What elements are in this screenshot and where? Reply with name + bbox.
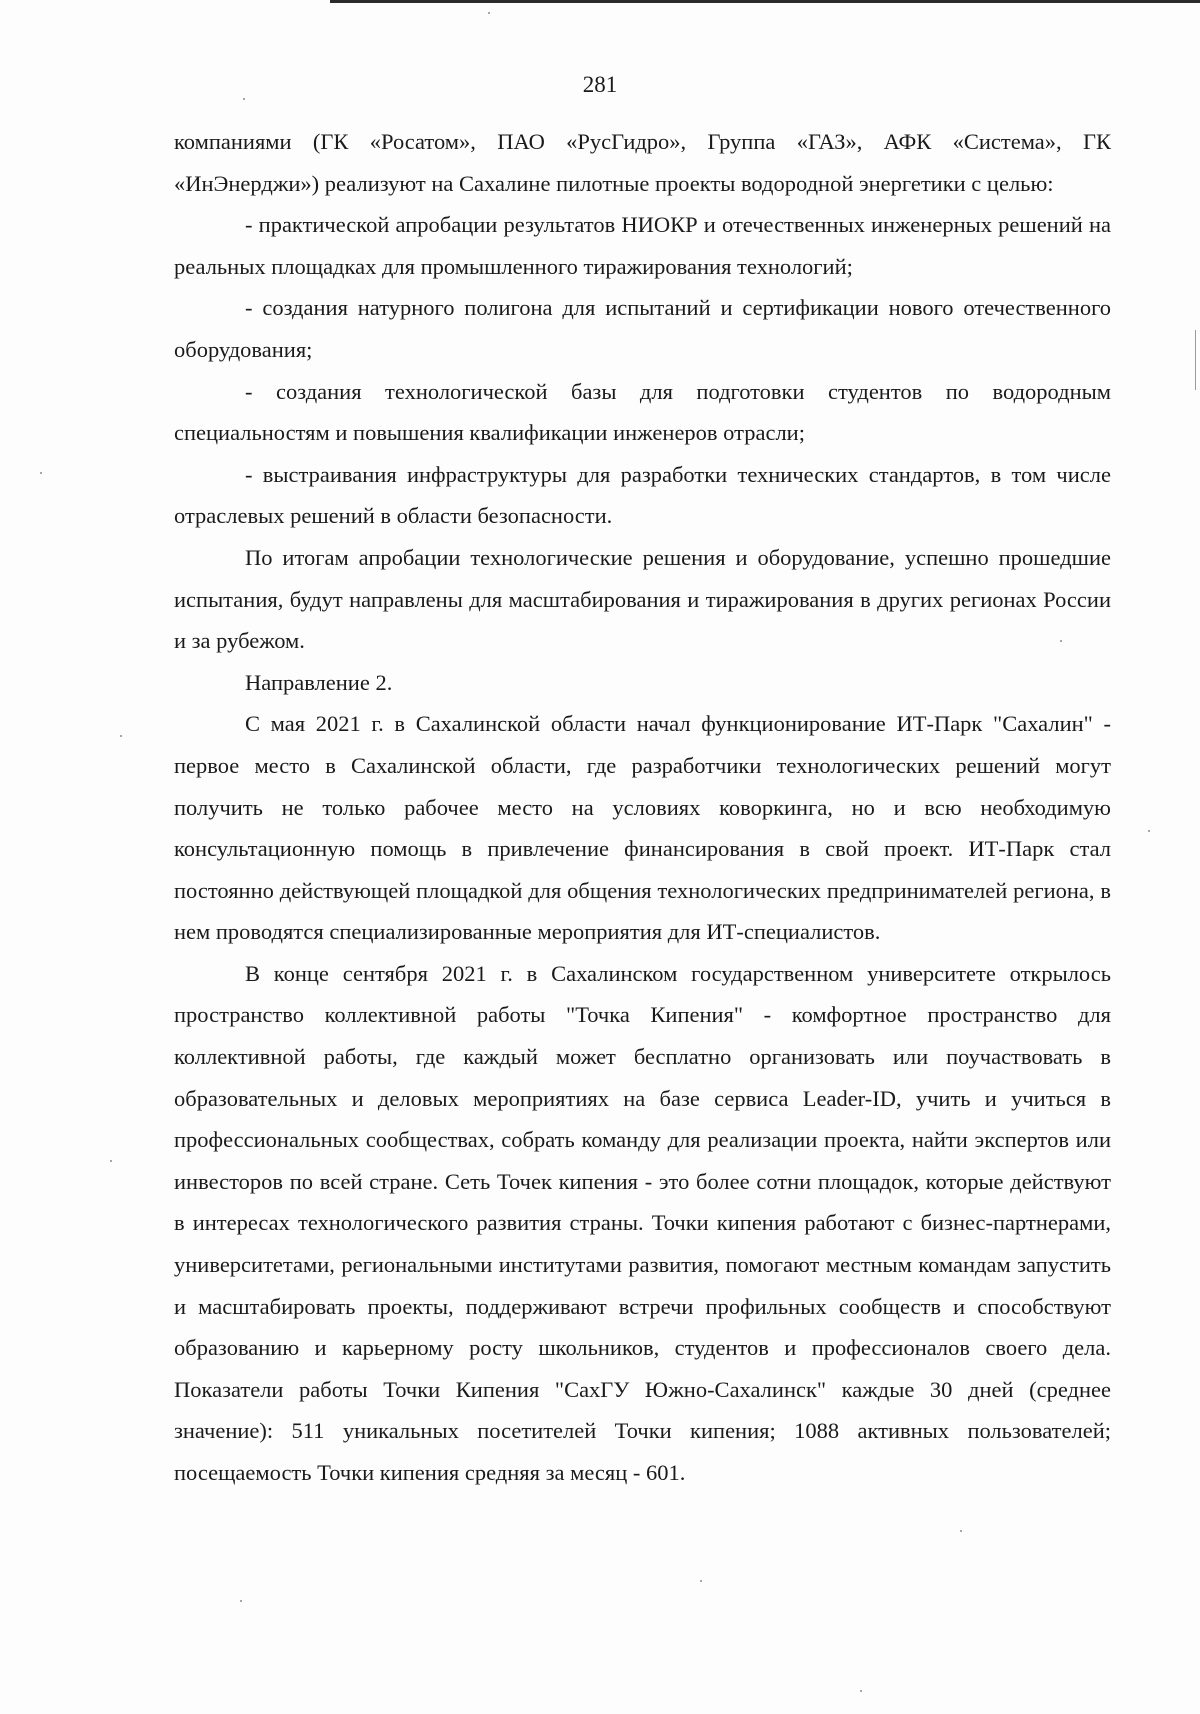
scan-top-edge	[330, 0, 1200, 3]
document-body	[174, 121, 1111, 1494]
list-item-training-base: - создания технологической базы для подготовки студентов по водородным специальностям и повышения квалификации инженеров отрасли;	[174, 378, 1111, 446]
list-item-approbation: - практической апробации результатов НИОКР и отечественных инженерных решений на реальных площадках для промышленного тиражирования технологий;	[174, 212, 1111, 279]
scan-speck	[488, 12, 490, 14]
scan-speck	[120, 735, 122, 737]
scan-speck	[240, 1600, 242, 1602]
page-number: 281	[582, 72, 618, 97]
scan-speck	[1060, 640, 1062, 642]
scan-speck	[243, 98, 245, 100]
list-item-infrastructure: - выстраивания инфраструктуры для разработки технических стандартов, в том числе отраслевых решений в области безопасности.	[174, 461, 1111, 529]
paragraph-intro: компаниями (ГК «Росатом», ПАО «РусГидро», Группа «ГАЗ», АФК «Система», ГК «ИнЭнерджи») реализуют на Сахалине пилотные проекты водородной энергетики с целью:	[174, 129, 1111, 196]
scan-speck	[1148, 830, 1150, 832]
scan-speck	[700, 1580, 702, 1582]
scan-speck	[110, 1160, 112, 1162]
scan-speck	[860, 1690, 862, 1692]
paragraph-boiling-point: В конце сентября 2021 г. в Сахалинском государственном университете открылось пространство коллективной работы "Точка Кипения" - комфортное пространство для коллективной работы, где каждый может бесплатно организовать или поучаствовать в образовательных и деловых мероприятиях на базе сервиса Leader-ID, учить и учиться в профессиональных сообществах, собрать команду для реализации проекта, найти экспертов или инвесторов по всей стране. Сеть Точек кипения - это более сотни площадок, которые действуют в интересах технологического развития страны. Точки кипения работают с бизнес-партнерами, университетами, региональными институтами развития, помогают местным командам запустить и масштабировать проекты, поддерживают встречи профильных сообществ и способствуют образованию и карьерному росту школьников, студентов и профессионалов своего дела. Показатели работы Точки Кипения "СахГУ Южно-Сахалинск" каждые 30 дней (среднее значение): 511 уникальных посетителей Точки кипения; 1088 активных пользователей; посещаемость Точки кипения средняя за месяц - 601.	[174, 960, 1111, 1485]
scan-speck	[40, 472, 42, 474]
scan-speck	[960, 1530, 962, 1532]
section-heading-direction-2: Направление 2.	[245, 669, 393, 695]
paragraph-it-park: С мая 2021 г. в Сахалинской области начал функционирование ИТ-Парк "Сахалин" - первое место в Сахалинской области, где разработчики технологических решений могут получить не только рабочее место на условиях коворкинга, но и всю необходимую консультационную помощь в привлечение финансирования в свой проект. ИТ-Парк стал постоянно действующей площадкой для общения технологических предпринимателей региона, в нем проводятся специализированные мероприятия для ИТ-специалистов.	[174, 711, 1111, 945]
paragraph-results: По итогам апробации технологические решения и оборудование, успешно прошедшие испытания, будут направлены для масштабирования и тиражирования в других регионах России и за рубежом.	[174, 544, 1111, 654]
scan-right-edge	[1195, 330, 1196, 390]
list-item-test-site: - создания натурного полигона для испытаний и сертификации нового отечественного оборудования;	[174, 295, 1111, 362]
